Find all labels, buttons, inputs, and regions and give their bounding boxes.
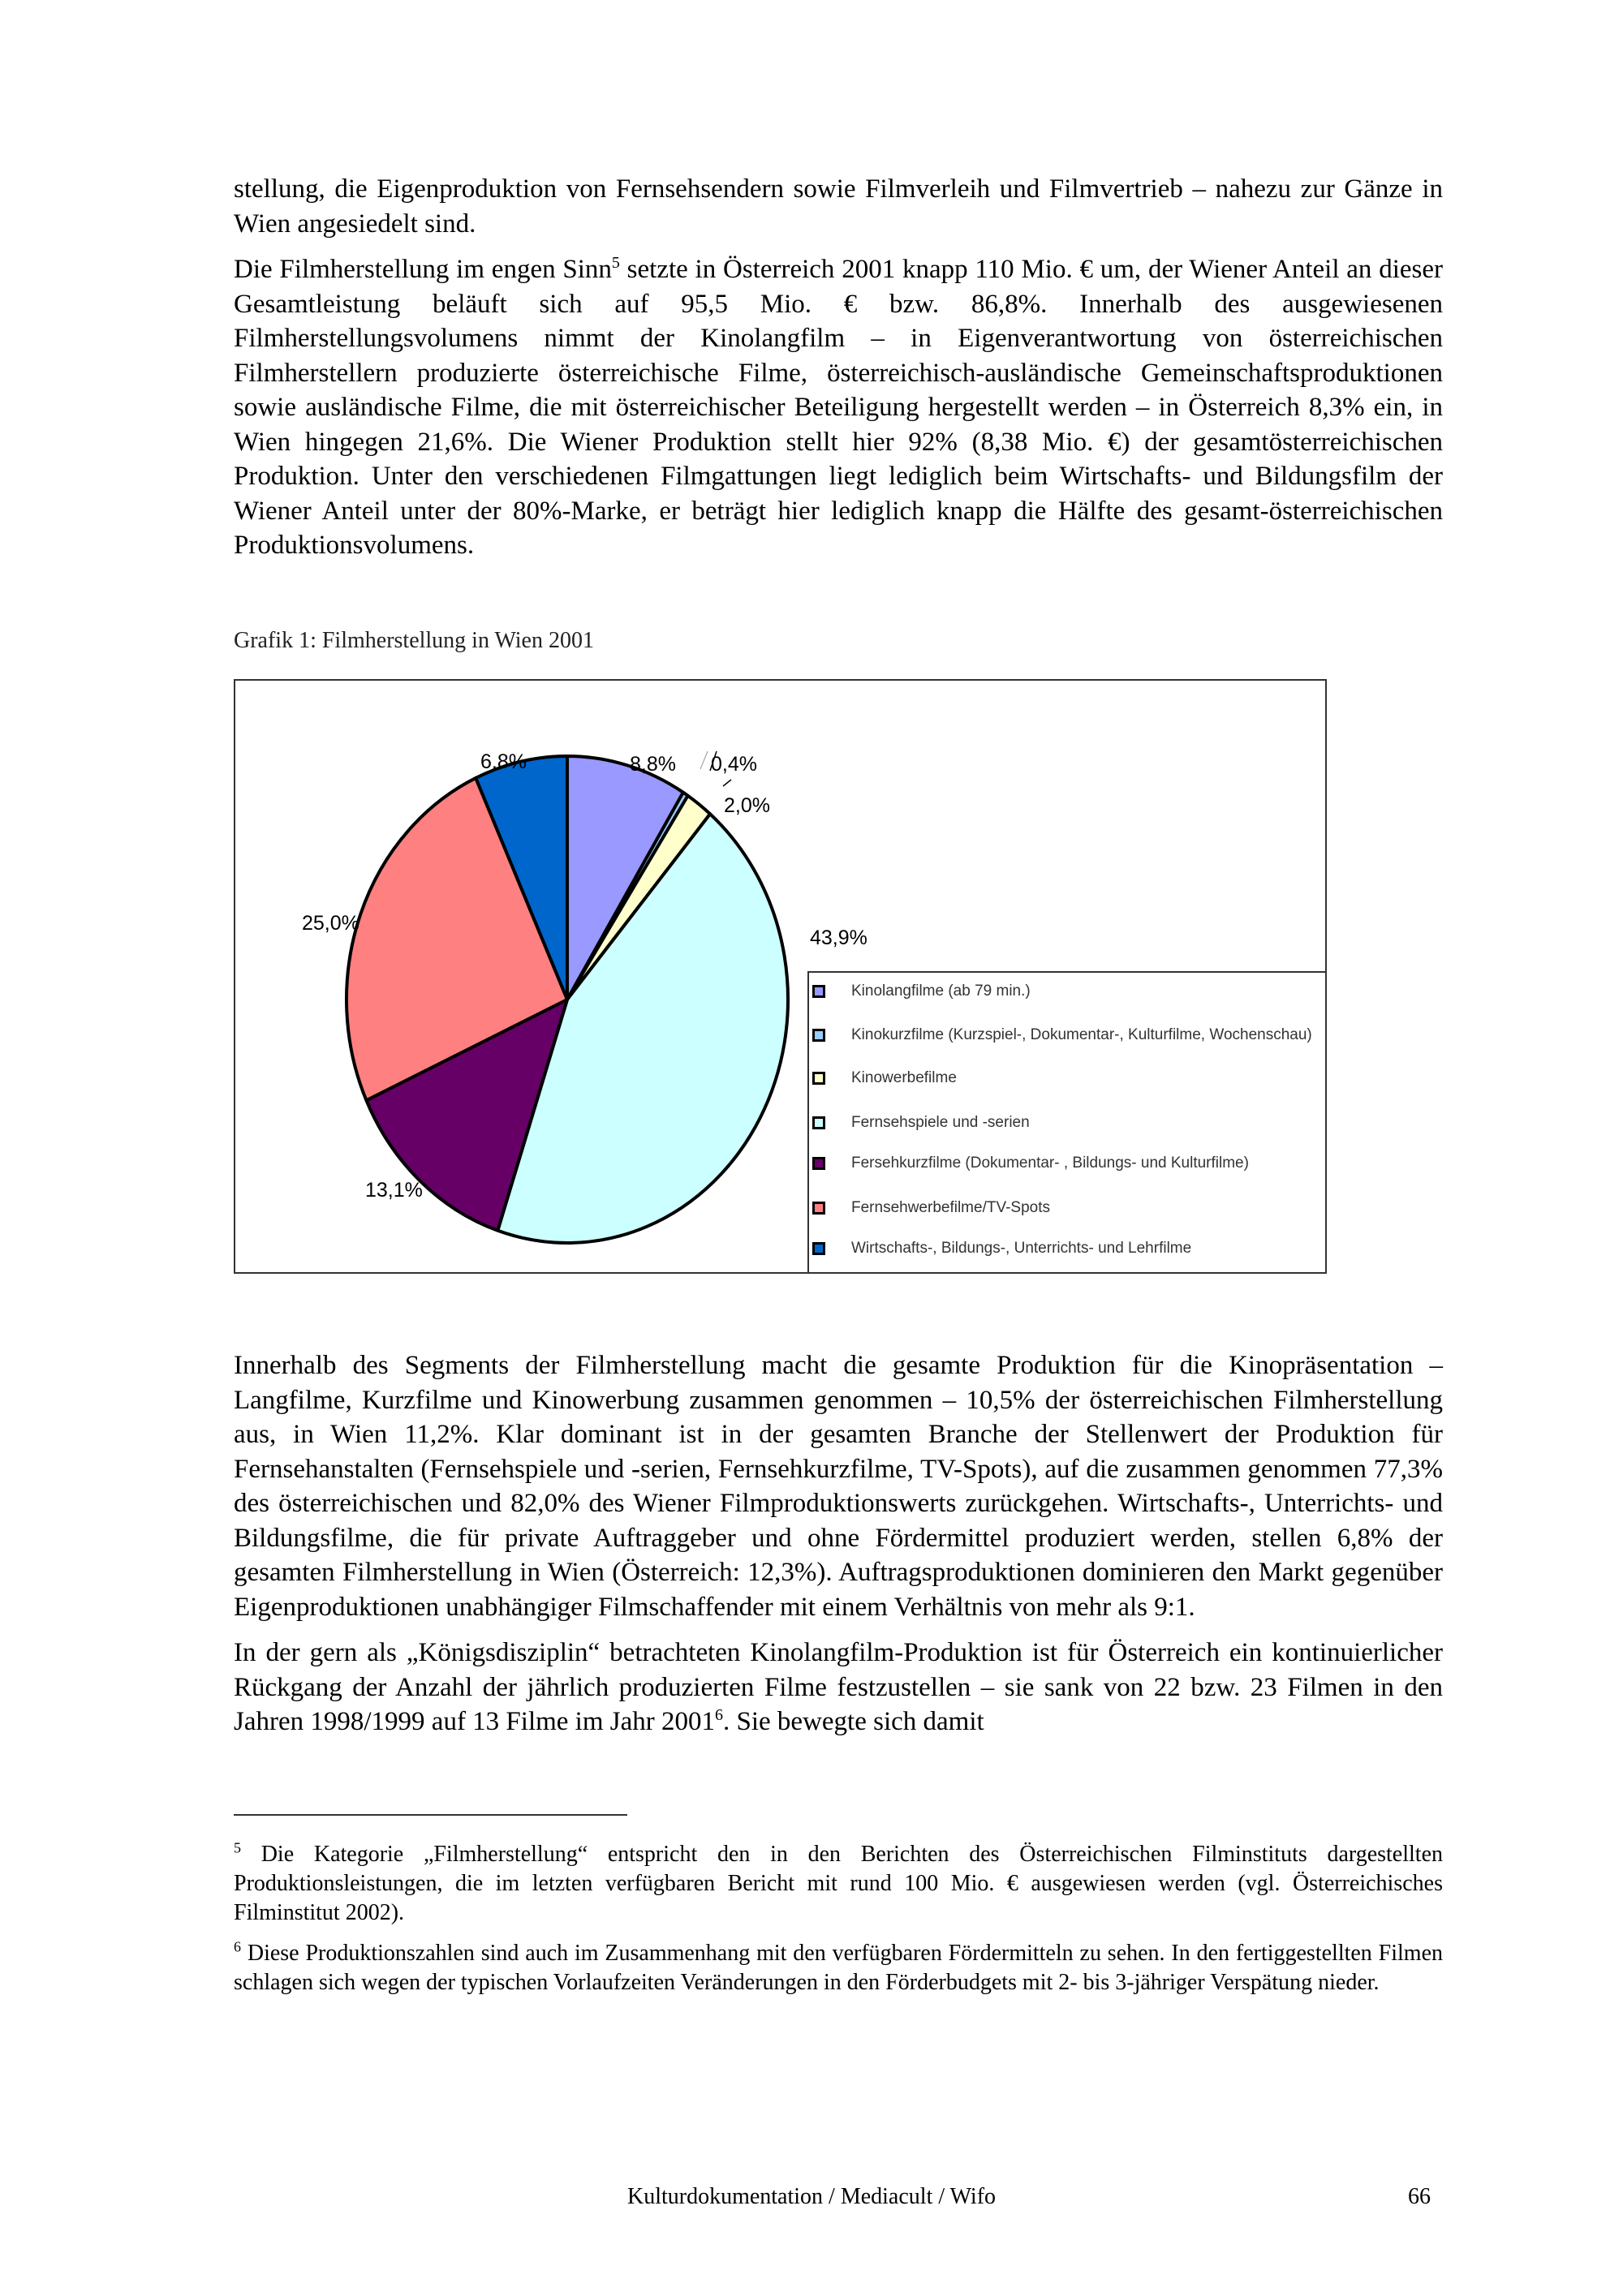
legend-swatch-icon	[812, 1157, 825, 1170]
pie-label-wirtschaft: 6,8%	[480, 750, 527, 773]
paragraph-continuation: stellung, die Eigenproduktion von Fernsehsendern sowie Filmverleih und Filmvertrieb – nahezu zur Gänze in Wien angesiedelt sind.	[234, 174, 1443, 239]
pie-chart-frame	[234, 679, 1327, 1274]
footnote-ref-6[interactable]: 6	[715, 1706, 724, 1724]
figure-caption: Grafik 1: Filmherstellung in Wien 2001	[234, 628, 594, 653]
legend-item-fernsehkurz: Fersehkurzfilme (Dokumentar- , Bildungs- und Kulturfilme)	[809, 1151, 1249, 1176]
legend-swatch-icon	[812, 985, 825, 998]
paragraph-koenigsdisziplin: In der gern als „Königsdisziplin“ betrachteten Kinolangfilm-Produktion ist für Österreich ein kontinuierlicher Rückgang der Anzahl der jährlich produzierten Filme festzustellen – sie sank von 22 bzw. 23 Filmen in den Jahren 1998/1999 auf 13 Filme im Jahr 2001$^6$. Sie bewegte sich damit	[234, 1638, 1443, 1736]
legend-swatch-icon	[812, 1242, 825, 1255]
legend-item-kinolang: Kinolangfilme (ab 79 min.)	[809, 979, 1031, 1004]
paragraph-segment: Innerhalb des Segments der Filmherstellung macht die gesamte Produktion für die Kinopräsentation – Langfilme, Kurzfilme und Kinowerbung zusammen genommen – 10,5% der österreichischen Filmherstellung aus, in Wien 11,2%. Klar dominant ist in der gesamten Branche der Stellenwert der Produktion für Fernsehanstalten (Fernsehspiele und -serien, Fernsehkurzfilme, TV-Spots), auf die zusammen genommen 77,3% des österreichischen und 82,0% des Wiener Filmproduktionswerts zurückgehen. Wirtschafts-, Unterrichts- und Bildungsfilme, die für private Auftraggeber und ohne Fördermittel produziert werden, stellen 6,8% der gesamten Filmherstellung in Wien (Österreich: 12,3%). Auftragsproduktionen dominieren den Markt gegenüber Eigenproduktionen unabhängiger Filmschaffender mit einem Verhältnis von mehr als 9:1.	[234, 1351, 1443, 1622]
pie-label-tvspots: 25,0%	[302, 912, 359, 935]
pie-label-fernsehspiele: 43,9%	[810, 927, 867, 949]
footnote-divider	[234, 1814, 627, 1816]
leader-tick-2-0	[723, 780, 731, 786]
body-text-lower	[234, 1348, 1443, 1739]
leader-line-0-4	[700, 751, 708, 769]
pie-label-kinowerbe: 2,0%	[724, 794, 770, 817]
legend-item-fernsehspiele: Fernsehspiele und -serien	[809, 1111, 1030, 1135]
pie-label-fernsehkurz: 13,1%	[365, 1179, 423, 1202]
legend-item-wirtschaft: Wirtschafts-, Bildungs-, Unterrichts- und Lehrfilme	[809, 1236, 1191, 1261]
page-footer: Kulturdokumentation / Mediacult / Wifo	[626, 2184, 997, 2209]
footnotes	[234, 1840, 1443, 1997]
pie-label-kinokurz: 0,4%	[711, 753, 757, 776]
page-number: 66	[1408, 2184, 1431, 2209]
legend-swatch-icon	[812, 1202, 825, 1215]
chart-legend	[807, 971, 1327, 1274]
legend-item-kinowerbe: Kinowerbefilme	[809, 1066, 957, 1090]
footnote-5: $^5$ Die Kategorie „Filmherstellung“ entspricht den in den Berichten des Österreichischen Filminstituts dargestellten Produktionsleistungen, die im letzten verfügbaren Bericht mit rund 100 Mio. € ausgewiesen werden (vgl. Österreichisches Filminstitut 2002).	[234, 1839, 1443, 1925]
paragraph-filmherstellung: Die Filmherstellung im engen Sinn$^5$ setzte in Österreich 2001 knapp 110 Mio. € um, der Wiener Anteil an dieser Gesamtleistung beläuft sich auf 95,5 Mio. € bzw. 86,8%. Innerhalb des ausgewiesenen Filmherstellungsvolumens nimmt der Kinolangfilm – in Eigenverantwortung von österreichischen Filmherstellern produzierte österreichische Filme, österreichisch-ausländische Gemeinschaftsproduktionen sowie ausländische Filme, die mit österreichischer Beteiligung hergestellt werden – in Österreich 8,3% ein, in Wien hingegen 21,6%. Die Wiener Produktion stellt hier 92% (8,38 Mio. €) der gesamtösterreichischen Produktion. Unter den verschiedenen Filmgattungen liegt lediglich beim Wirtschafts- und Bildungsfilm der Wiener Anteil unter der 80%-Marke, er beträgt hier lediglich knapp die Hälfte des gesamt-österreichischen Produktionsvolumens.	[234, 254, 1443, 560]
legend-swatch-icon	[812, 1029, 825, 1042]
footnote-ref-5[interactable]: 5	[611, 254, 620, 272]
pie-slices	[347, 756, 788, 1243]
legend-swatch-icon	[812, 1072, 825, 1085]
legend-item-kinokurz: Kinokurzfilme (Kurzspiel-, Dokumentar-, Kulturfilme, Wochenschau)	[809, 1023, 1312, 1047]
legend-item-tvspots: Fernsehwerbefilme/TV-Spots	[809, 1196, 1050, 1220]
body-text-top	[234, 172, 1443, 563]
footnote-6: $^6$ Diese Produktionszahlen sind auch im Zusammenhang mit den verfügbaren Fördermitteln zu sehen. In den fertiggestellten Filmen schlagen sich wegen der typischen Vorlaufzeiten Veränderungen in den Förderbudgets mit 2- bis 3-jähriger Verspätung nieder.	[234, 1938, 1443, 1995]
legend-swatch-icon	[812, 1116, 825, 1129]
pie-label-kinolang: 8,8%	[630, 753, 676, 776]
